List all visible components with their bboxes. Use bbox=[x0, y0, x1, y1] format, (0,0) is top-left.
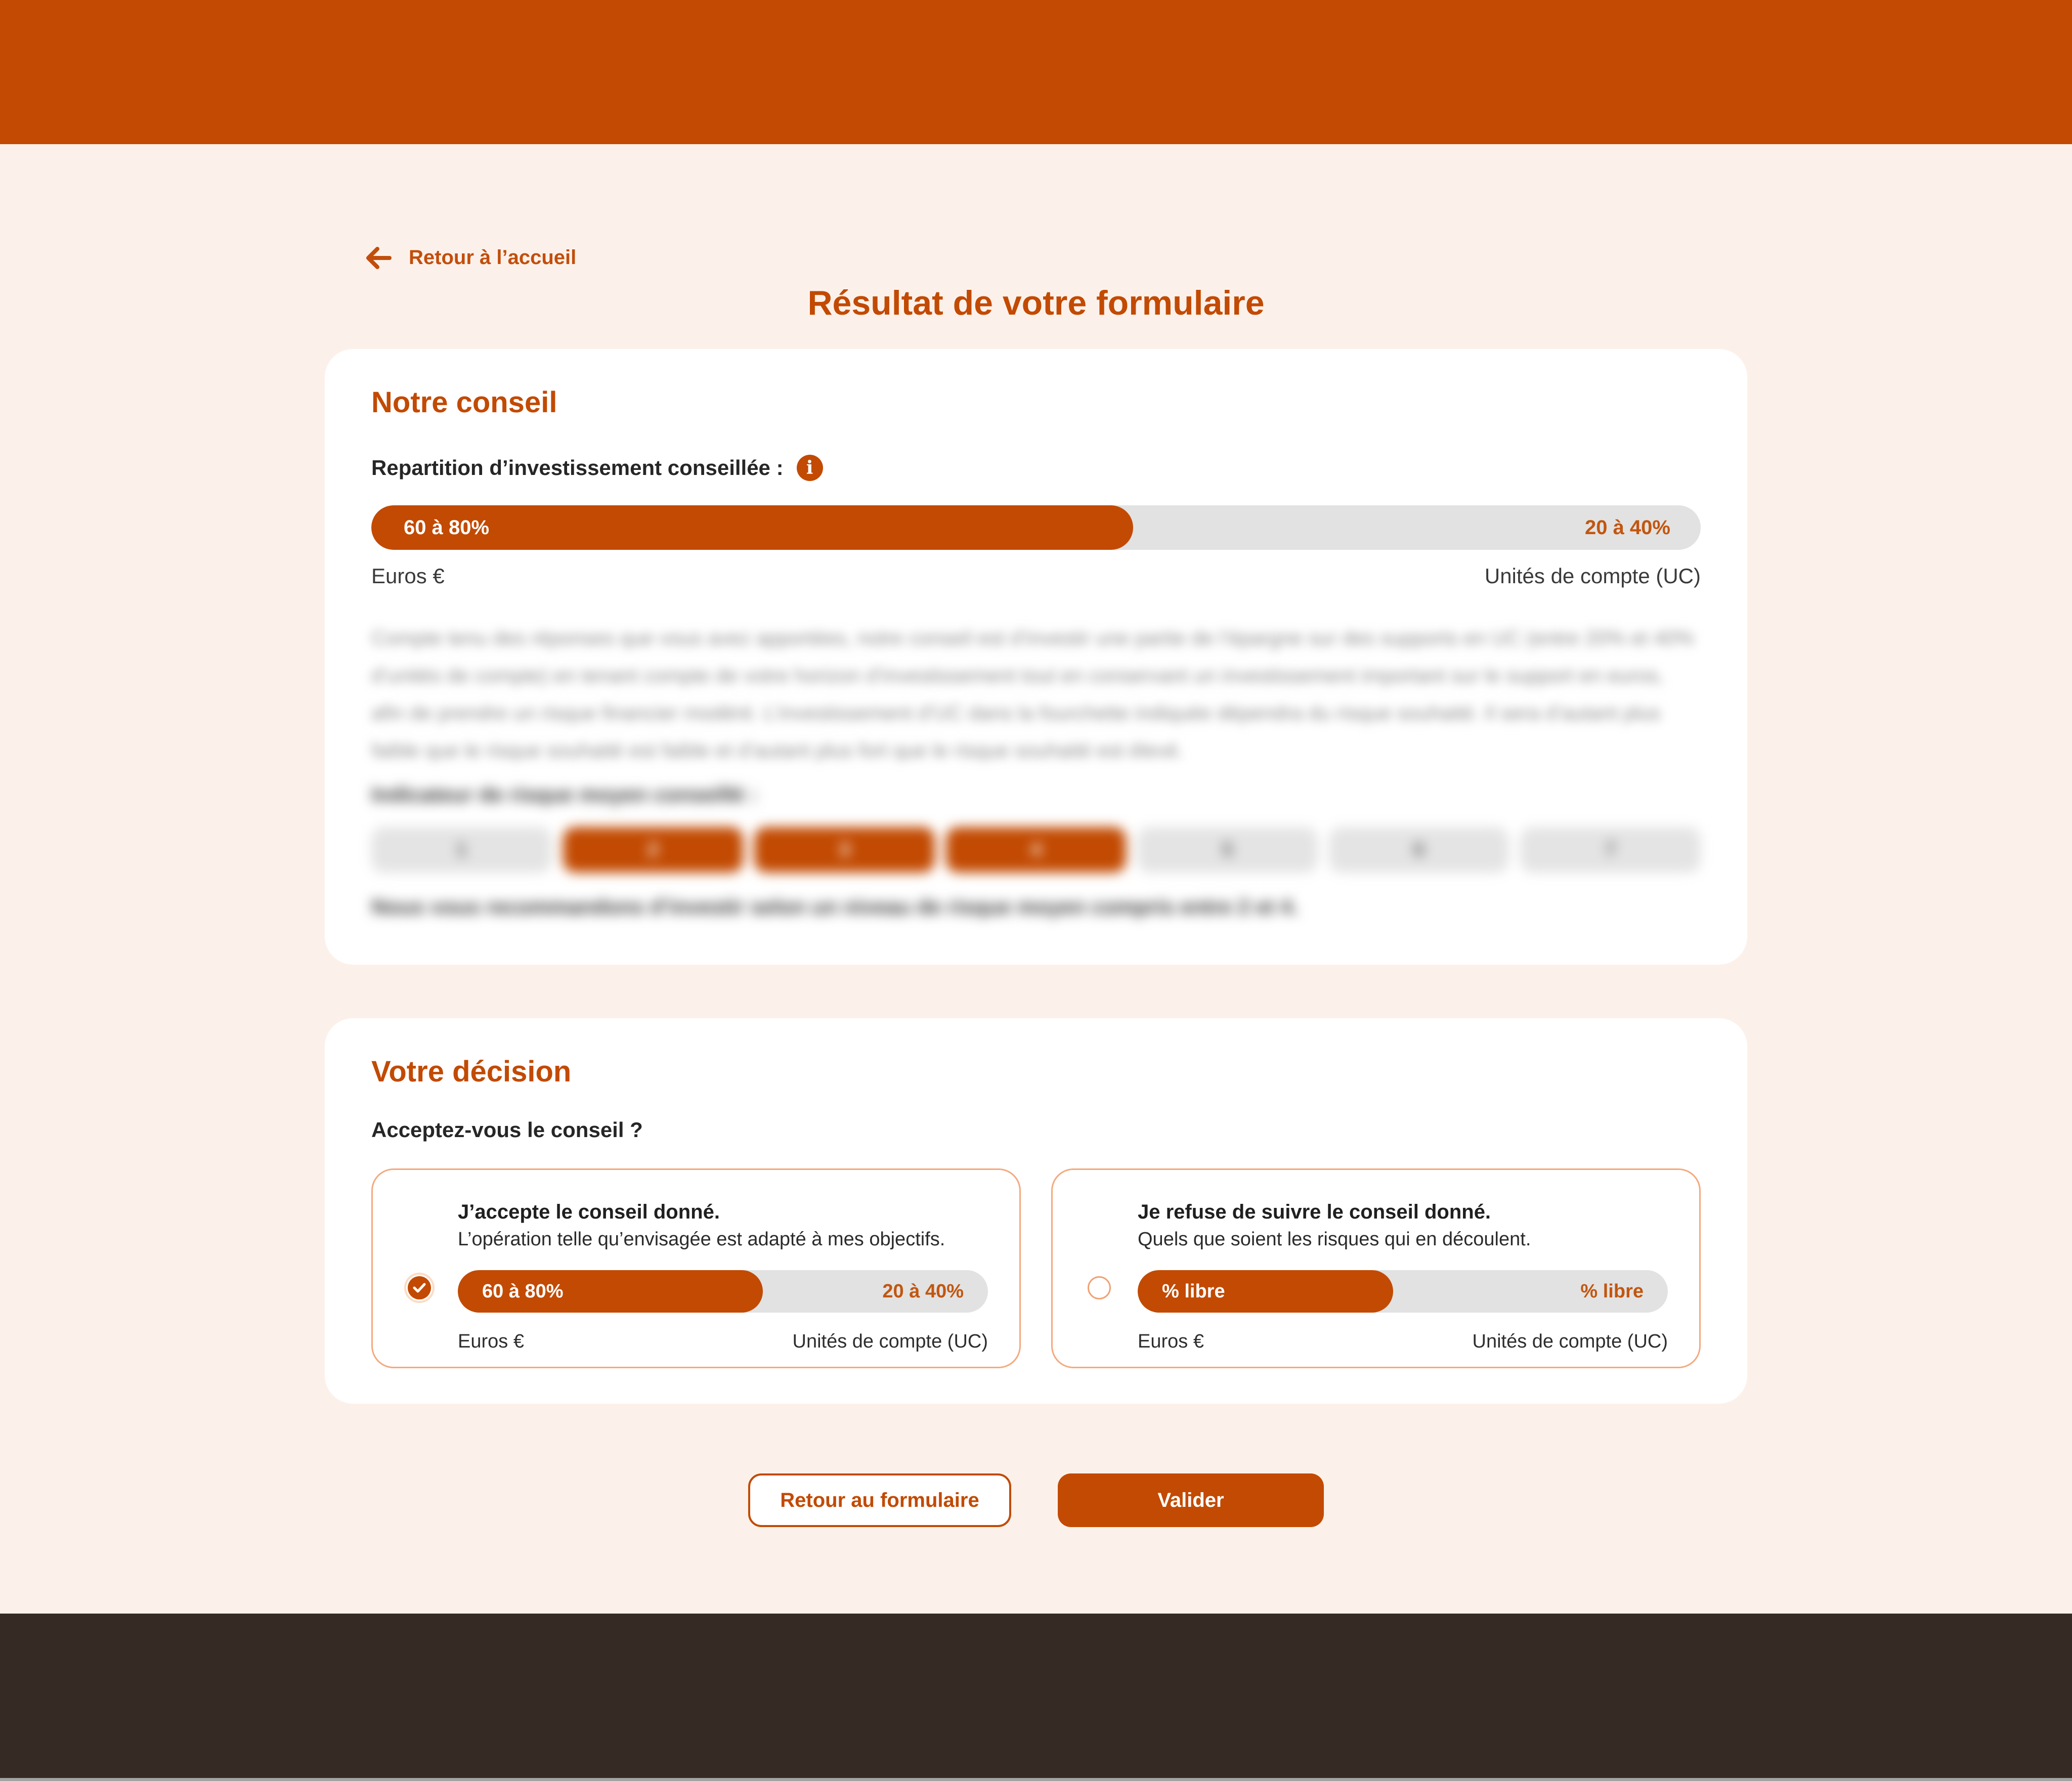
risk-segment-7: 7 bbox=[1520, 827, 1701, 873]
accept-option-subtitle: L’opération telle qu’envisagée est adapté à mes objectifs. bbox=[458, 1229, 945, 1250]
accept-option-selector[interactable] bbox=[404, 1273, 435, 1303]
refuse-option-title: Je refuse de suivre le conseil donné. bbox=[1138, 1201, 1491, 1223]
risk-segment-4: 4 bbox=[946, 827, 1127, 873]
allocation-bar-euros-label: 60 à 80% bbox=[404, 516, 490, 539]
refuse-option-subtitle: Quels que soient les risques qui en découlent. bbox=[1138, 1229, 1531, 1250]
risk-recommendation: Nous vous recommandons d’investir selon un niveau de risque moyen compris entre 2 et 4. bbox=[371, 895, 1299, 919]
allocation-bar-euros-segment bbox=[371, 505, 1133, 550]
refuse-option-card[interactable] bbox=[1051, 1168, 1701, 1368]
main-content bbox=[0, 144, 2072, 1614]
risk-segment-1: 1 bbox=[371, 827, 552, 873]
footer bbox=[0, 1614, 2072, 1778]
advice-blurred-paragraph: Compte tenu des réponses que vous avez apportées, notre conseil est d’investir une partie de l’épargne sur des supports en UC (entre 20% et 40% d’unités de compte) en tenant compte de votre horizon d’investissement tout en conservant un investissement important sur le support en euros, afin de prendre un risque financier modéré. L’investissement d’UC dans la fourchette indiquée dépendra du risque souhaité. Il sera d’autant plus faible que le risque souhaité est faible et d’autant plus fort que le risque souhaité est élevé. bbox=[371, 627, 1694, 762]
euros-caption: Euros € bbox=[371, 564, 445, 588]
allocation-label: Repartition d’investissement conseillée : bbox=[371, 456, 784, 480]
risk-scale bbox=[371, 827, 1701, 873]
checked-radio-halo bbox=[404, 1273, 435, 1303]
checked-radio-ring bbox=[406, 1275, 433, 1301]
accept-option-title: J’accepte le conseil donné. bbox=[458, 1201, 720, 1223]
decision-card bbox=[325, 1018, 1747, 1404]
validate-button[interactable]: Valider bbox=[1058, 1473, 1324, 1527]
accept-bar-euros-segment bbox=[458, 1270, 763, 1313]
accept-bar-euros-label: 60 à 80% bbox=[482, 1280, 564, 1302]
refuse-bar-uc-label: % libre bbox=[1580, 1280, 1644, 1302]
page-title: Résultat de votre formulaire bbox=[807, 284, 1265, 322]
accept-euros-caption: Euros € bbox=[458, 1331, 524, 1352]
check-icon bbox=[408, 1276, 431, 1299]
accept-option-card[interactable] bbox=[371, 1168, 1021, 1368]
risk-segment-6: 6 bbox=[1329, 827, 1509, 873]
accept-uc-caption: Unités de compte (UC) bbox=[792, 1331, 988, 1352]
risk-segment-5: 5 bbox=[1137, 827, 1318, 873]
back-to-form-button[interactable]: Retour au formulaire bbox=[748, 1473, 1011, 1527]
refuse-option-selector[interactable] bbox=[1084, 1273, 1114, 1303]
accept-allocation-bar bbox=[458, 1270, 988, 1313]
risk-indicator-block bbox=[371, 783, 1701, 919]
refuse-allocation-bar bbox=[1138, 1270, 1668, 1313]
risk-indicator-label: Indicateur de risque moyen conseillé : bbox=[371, 783, 758, 806]
back-to-home-label: Retour à l’accueil bbox=[409, 246, 577, 269]
advice-card-title: Notre conseil bbox=[371, 386, 557, 419]
refuse-euros-caption: Euros € bbox=[1138, 1331, 1204, 1352]
info-icon[interactable]: i bbox=[797, 455, 823, 481]
radio-unchecked-icon bbox=[1088, 1276, 1111, 1299]
allocation-bar bbox=[371, 505, 1701, 550]
back-to-home-link[interactable] bbox=[365, 246, 576, 269]
risk-segment-3: 3 bbox=[754, 827, 935, 873]
decision-card-title: Votre décision bbox=[371, 1055, 572, 1088]
refuse-bar-euros-segment bbox=[1138, 1270, 1393, 1313]
advice-card bbox=[325, 349, 1747, 965]
accept-bar-uc-label: 20 à 40% bbox=[882, 1280, 964, 1302]
risk-segment-2: 2 bbox=[563, 827, 744, 873]
top-brand-bar bbox=[0, 0, 2072, 144]
allocation-bar-uc-label: 20 à 40% bbox=[1584, 516, 1670, 539]
bottom-scrollbar-strip[interactable] bbox=[0, 1778, 2072, 1781]
uc-caption: Unités de compte (UC) bbox=[1484, 564, 1701, 588]
refuse-uc-caption: Unités de compte (UC) bbox=[1472, 1331, 1668, 1352]
decision-question: Acceptez-vous le conseil ? bbox=[371, 1118, 643, 1142]
refuse-bar-euros-label: % libre bbox=[1162, 1280, 1225, 1302]
arrow-left-icon bbox=[365, 247, 392, 269]
